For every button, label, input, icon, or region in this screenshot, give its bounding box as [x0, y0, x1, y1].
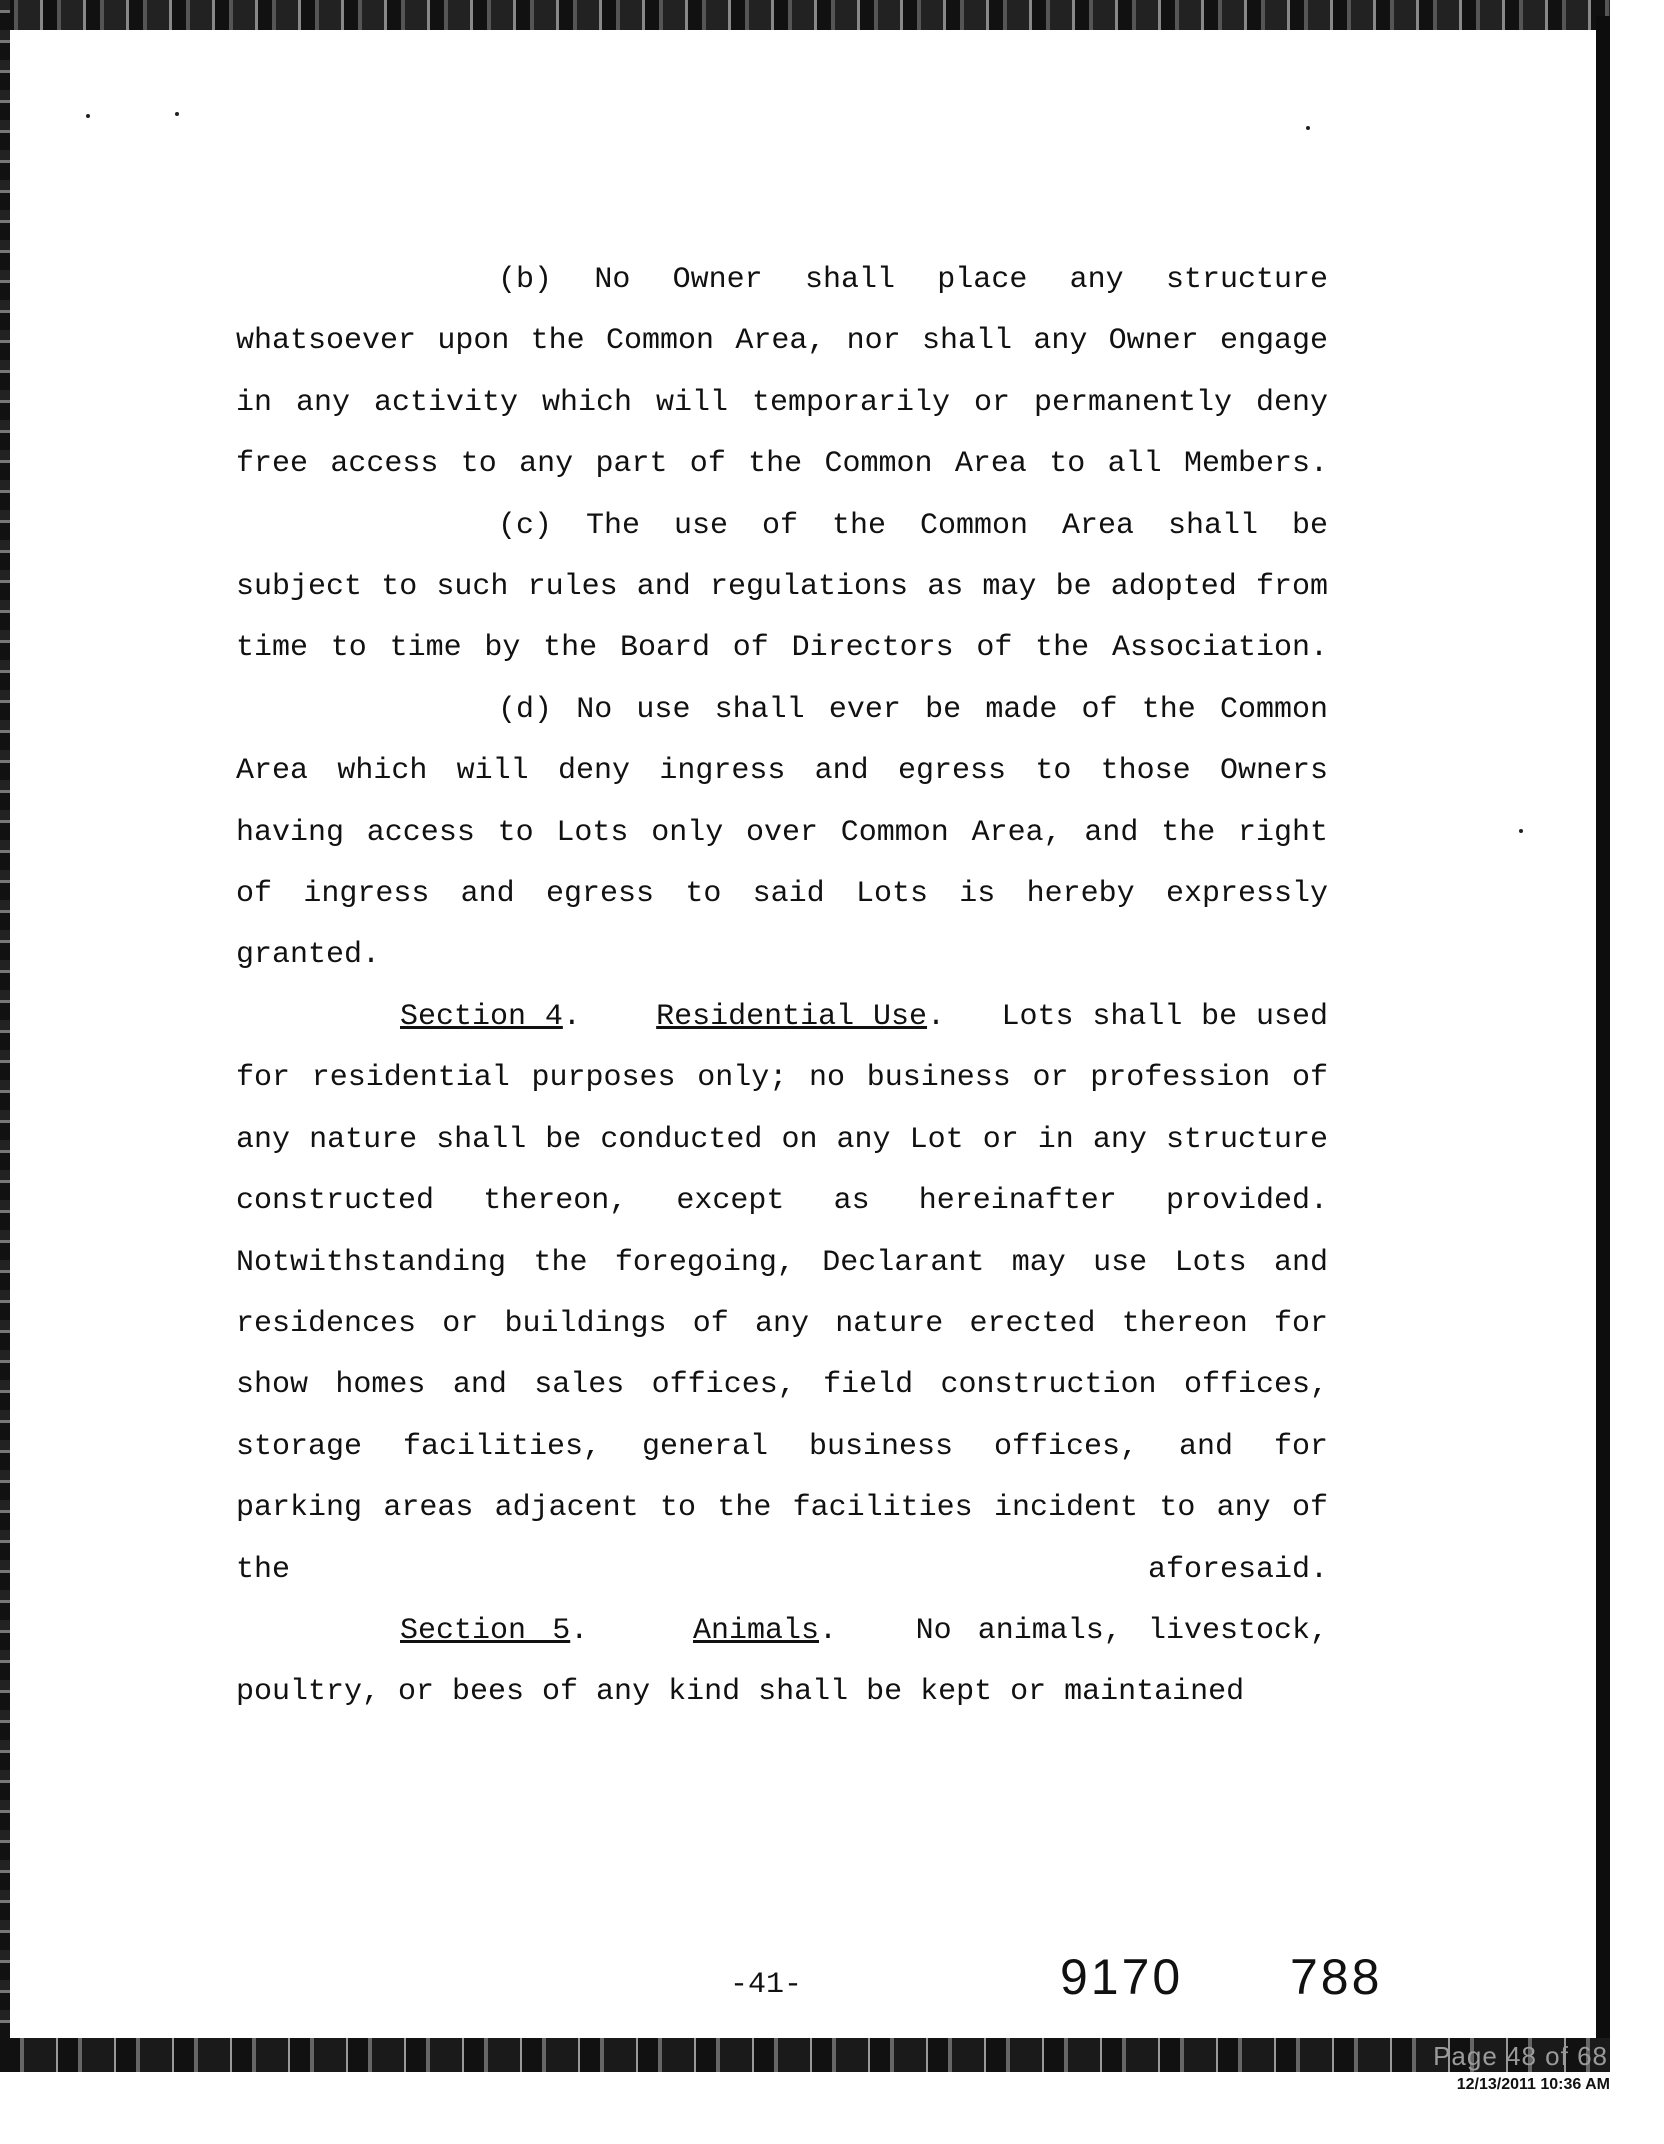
section-5-title: Animals: [692, 1613, 819, 1648]
document-body: [236, 250, 1328, 1724]
section-5-number: Section 5: [400, 1613, 571, 1648]
scan-speck: [175, 112, 179, 116]
section-4-text: Lots shall be used for residential purposes only; no business or profession of any nature shall be conducted on any Lot or in any structure constructed thereon, except as hereinafter provided. Notwithstanding the foregoing, Declarant may use Lots and residences or buildings of any nature erected thereon for show homes and sales offices, field construction offices, storage facilities, general business offices, and for parking areas adjacent to the facilities incident to any of the aforesaid.: [236, 999, 1329, 1587]
scan-border-right: [1596, 16, 1610, 2056]
section-5-paragraph: Section 5. Animals. No animals, livestock, poultry, or bees of any kind shall be kept or maintained: [236, 1613, 1328, 1710]
page-count-stamp: Page 48 of 68: [1433, 2041, 1608, 2071]
scan-speck: [1306, 126, 1310, 130]
paragraph-d: (d) No use shall ever be made of the Common Area which will deny ingress and egress to those Owners having access to Lots only over Common Area, and the right of ingress and egress to said Lots is hereby expressly granted.: [236, 692, 1328, 973]
scan-border-top: [0, 0, 1610, 30]
scan-speck: [1519, 829, 1523, 833]
paragraph-c: (c) The use of the Common Area shall be subject to such rules and regulations as may be adopted from time to time by the Board of Directors of the Association.: [236, 508, 1328, 666]
scan-timestamp: 12/13/2011 10:36 AM: [1456, 2076, 1610, 2093]
book-number: 9170: [1060, 1949, 1184, 2005]
page-number: -41-: [730, 1968, 803, 2002]
scan-speck: [86, 114, 90, 118]
section-4-title: Residential Use: [656, 999, 928, 1034]
page-reference: 788: [1290, 1949, 1383, 2005]
section-4-paragraph: Section 4. Residential Use. Lots shall be used for residential purposes only; no business or profession of any nature shall be conducted on any Lot or in any structure constructed thereon, except as hereinafter provided. Notwithstanding the foregoing, Declarant may use Lots and residences or buildings of any nature erected thereon for show homes and sales offices, field construction offices, storage facilities, general business offices, and for parking areas adjacent to the facilities incident to any of the aforesaid.: [236, 999, 1329, 1587]
section-4-number: Section 4: [400, 999, 563, 1034]
scan-border-left: [0, 0, 10, 2070]
section-5-text: No animals, livestock, poultry, or bees of any kind shall be kept or maintained: [236, 1613, 1328, 1710]
paragraph-b: (b) No Owner shall place any structure whatsoever upon the Common Area, nor shall any Owner engage in any activity which will temporarily or permanently deny free access to any part of the Common Area to all Members.: [236, 263, 1328, 482]
scan-border-bottom: [0, 2038, 1610, 2072]
